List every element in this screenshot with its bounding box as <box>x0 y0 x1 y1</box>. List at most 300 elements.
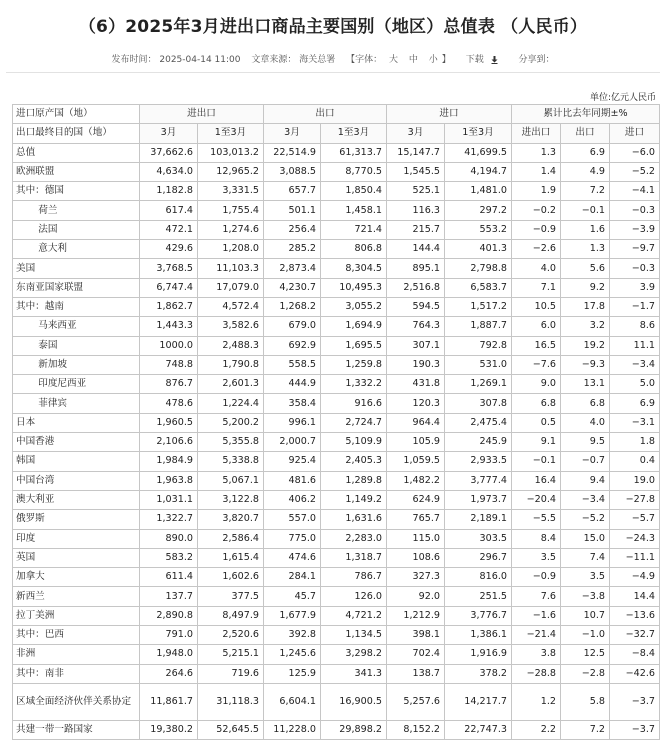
table-cell: 748.8 <box>140 355 198 374</box>
table-cell: 916.6 <box>321 394 387 413</box>
table-cell: 3.2 <box>561 317 610 336</box>
table-cell: 895.1 <box>387 259 445 278</box>
table-cell: 125.9 <box>264 664 321 683</box>
country-name: 加拿大 <box>13 568 140 587</box>
download-icon <box>491 56 498 64</box>
table-cell: 19.0 <box>610 471 660 490</box>
country-name: 其中：德国 <box>13 182 140 201</box>
table-cell: 3,820.7 <box>198 510 264 529</box>
table-cell: 377.5 <box>198 587 264 606</box>
table-cell: 1,790.8 <box>198 355 264 374</box>
table-cell: 92.0 <box>387 587 445 606</box>
table-cell: 594.5 <box>387 297 445 316</box>
table-cell: 1,695.5 <box>321 336 387 355</box>
table-cell: −6.0 <box>610 143 660 162</box>
table-cell: 8.4 <box>512 529 561 548</box>
export-ytd-header: 1至3月 <box>321 124 387 143</box>
table-cell: 8,770.5 <box>321 162 387 181</box>
country-name: 共建一带一路国家 <box>13 720 140 739</box>
country-name: 日本 <box>13 413 140 432</box>
country-name: 澳大利亚 <box>13 490 140 509</box>
table-cell: 297.2 <box>445 201 512 220</box>
table-cell: 1,862.7 <box>140 297 198 316</box>
table-cell: 890.0 <box>140 529 198 548</box>
table-cell: 1,482.2 <box>387 471 445 490</box>
table-cell: 9.4 <box>561 471 610 490</box>
table-cell: 14.4 <box>610 587 660 606</box>
table-cell: 3,331.5 <box>198 182 264 201</box>
table-cell: 115.0 <box>387 529 445 548</box>
corner-header-top: 进口原产国（地） <box>13 105 140 124</box>
table-cell: 15.0 <box>561 529 610 548</box>
yoy-header: 累计比去年同期±% <box>512 105 660 124</box>
table-cell: 3.5 <box>512 548 561 567</box>
table-cell: 7.4 <box>561 548 610 567</box>
table-cell: 2,488.3 <box>198 336 264 355</box>
table-cell: 1,212.9 <box>387 606 445 625</box>
table-cell: 6,747.4 <box>140 278 198 297</box>
table-cell: 303.5 <box>445 529 512 548</box>
country-name: 法国 <box>13 220 140 239</box>
table-cell: 13.1 <box>561 375 610 394</box>
table-cell: 583.2 <box>140 548 198 567</box>
table-cell: 1,322.7 <box>140 510 198 529</box>
table-row <box>13 606 660 625</box>
table-cell: 1,458.1 <box>321 201 387 220</box>
table-cell: 2,798.8 <box>445 259 512 278</box>
table-row <box>13 182 660 201</box>
table-cell: −3.9 <box>610 220 660 239</box>
table-cell: −1.0 <box>561 626 610 645</box>
country-name: 中国香港 <box>13 433 140 452</box>
table-cell: 1,602.6 <box>198 568 264 587</box>
article-source: 文章来源： 海关总署 <box>251 55 336 65</box>
table-cell: 1.9 <box>512 182 561 201</box>
table-cell: 996.1 <box>264 413 321 432</box>
table-cell: 401.3 <box>445 240 512 259</box>
table-cell: 925.4 <box>264 452 321 471</box>
table-cell: −11.1 <box>610 548 660 567</box>
unit-label: 单位:亿元人民币 <box>589 93 656 103</box>
page-title: （6）2025年3月进出口商品主要国别（地区）总值表 （人民币） <box>78 17 588 37</box>
table-cell: 3.8 <box>512 645 561 664</box>
table-cell: 5.6 <box>561 259 610 278</box>
table-cell: 5.8 <box>561 683 610 720</box>
table-cell: 3,088.5 <box>264 162 321 181</box>
table-cell: 964.4 <box>387 413 445 432</box>
table-row <box>13 220 660 239</box>
country-name: 区域全面经济伙伴关系协定 <box>13 683 140 720</box>
table-row <box>13 664 660 683</box>
table-cell: 4,572.4 <box>198 297 264 316</box>
table-cell: 1,517.2 <box>445 297 512 316</box>
font-size-close: 】 <box>441 55 451 65</box>
table-cell: 1,208.0 <box>198 240 264 259</box>
font-medium-button[interactable]: 中 <box>408 55 418 65</box>
table-cell: −0.2 <box>512 201 561 220</box>
table-cell: 3,768.5 <box>140 259 198 278</box>
font-size-label: 【字体： <box>346 55 383 65</box>
table-cell: 8.6 <box>610 317 660 336</box>
table-cell: −9.7 <box>610 240 660 259</box>
table-cell: 3,582.6 <box>198 317 264 336</box>
table-cell: 6,604.1 <box>264 683 321 720</box>
header-row-2 <box>13 124 660 143</box>
table-cell: 16.5 <box>512 336 561 355</box>
table-cell: 1,289.8 <box>321 471 387 490</box>
table-row <box>13 529 660 548</box>
table-row <box>13 143 660 162</box>
table-cell: 481.6 <box>264 471 321 490</box>
table-cell: 1,268.2 <box>264 297 321 316</box>
table-cell: 12,965.2 <box>198 162 264 181</box>
table-cell: 6.9 <box>561 143 610 162</box>
table-cell: 264.6 <box>140 664 198 683</box>
table-cell: 144.4 <box>387 240 445 259</box>
table-cell: 1,245.6 <box>264 645 321 664</box>
table-cell: 138.7 <box>387 664 445 683</box>
table-cell: 9.5 <box>561 433 610 452</box>
table-cell: 2,601.3 <box>198 375 264 394</box>
table-cell: 10.5 <box>512 297 561 316</box>
table-cell: 431.8 <box>387 375 445 394</box>
table-cell: 4,194.7 <box>445 162 512 181</box>
table-cell: −5.2 <box>561 510 610 529</box>
table-cell: −32.7 <box>610 626 660 645</box>
table-cell: 531.0 <box>445 355 512 374</box>
table-cell: 12.5 <box>561 645 610 664</box>
table-cell: 4,721.2 <box>321 606 387 625</box>
table-cell: 1,031.1 <box>140 490 198 509</box>
table-cell: 2,405.3 <box>321 452 387 471</box>
table-cell: 17.8 <box>561 297 610 316</box>
table-cell: 2,000.7 <box>264 433 321 452</box>
table-cell: 341.3 <box>321 664 387 683</box>
article-meta <box>0 52 666 65</box>
table-cell: 41,699.5 <box>445 143 512 162</box>
table-cell: 2,890.8 <box>140 606 198 625</box>
table-cell: 16.4 <box>512 471 561 490</box>
table-cell: 45.7 <box>264 587 321 606</box>
table-cell: 624.9 <box>387 490 445 509</box>
country-name: 意大利 <box>13 240 140 259</box>
table-row <box>13 720 660 739</box>
table-cell: −7.6 <box>512 355 561 374</box>
table-cell: 2,283.0 <box>321 529 387 548</box>
table-cell: 1,318.7 <box>321 548 387 567</box>
table-cell: 1,850.4 <box>321 182 387 201</box>
table-row <box>13 568 660 587</box>
table-cell: 702.4 <box>387 645 445 664</box>
table-cell: 398.1 <box>387 626 445 645</box>
table-row <box>13 548 660 567</box>
import-month-header: 3月 <box>387 124 445 143</box>
country-name: 韩国 <box>13 452 140 471</box>
yoy-import-header: 进口 <box>610 124 660 143</box>
table-row <box>13 297 660 316</box>
table-cell: 307.1 <box>387 336 445 355</box>
table-cell: 1,631.6 <box>321 510 387 529</box>
table-cell: 1,984.9 <box>140 452 198 471</box>
table-cell: 472.1 <box>140 220 198 239</box>
table-cell: 2,724.7 <box>321 413 387 432</box>
table-cell: 8,497.9 <box>198 606 264 625</box>
table-cell: −0.1 <box>512 452 561 471</box>
table-cell: 1,332.2 <box>321 375 387 394</box>
country-name: 英国 <box>13 548 140 567</box>
table-cell: 3,055.2 <box>321 297 387 316</box>
table-cell: 1,694.9 <box>321 317 387 336</box>
table-cell: 1.2 <box>512 683 561 720</box>
table-cell: 6.9 <box>610 394 660 413</box>
table-cell: 2.2 <box>512 720 561 739</box>
table-cell: 392.8 <box>264 626 321 645</box>
table-cell: −24.3 <box>610 529 660 548</box>
table-cell: −3.8 <box>561 587 610 606</box>
table-cell: 791.0 <box>140 626 198 645</box>
table-cell: −28.8 <box>512 664 561 683</box>
table-cell: 2,516.8 <box>387 278 445 297</box>
table-cell: −0.9 <box>512 568 561 587</box>
header-row-1 <box>13 105 660 124</box>
table-cell: 1,149.2 <box>321 490 387 509</box>
country-name: 印度尼西亚 <box>13 375 140 394</box>
table-cell: −5.7 <box>610 510 660 529</box>
table-row <box>13 683 660 720</box>
table-cell: 14,217.7 <box>445 683 512 720</box>
import-ytd-header: 1至3月 <box>445 124 512 143</box>
table-cell: 611.4 <box>140 568 198 587</box>
font-large-button[interactable]: 大 <box>389 55 399 65</box>
table-cell: 1000.0 <box>140 336 198 355</box>
table-cell: 2,586.4 <box>198 529 264 548</box>
table-cell: 2,933.5 <box>445 452 512 471</box>
table-cell: 1,963.8 <box>140 471 198 490</box>
download-label: 下载 <box>465 55 484 65</box>
country-name: 菲律宾 <box>13 394 140 413</box>
yoy-export-header: 出口 <box>561 124 610 143</box>
table-cell: 501.1 <box>264 201 321 220</box>
country-name: 美国 <box>13 259 140 278</box>
table-cell: 9.1 <box>512 433 561 452</box>
export-month-header: 3月 <box>264 124 321 143</box>
export-header: 出口 <box>264 105 387 124</box>
table-cell: 617.4 <box>140 201 198 220</box>
table-row <box>13 510 660 529</box>
table-cell: 0.4 <box>610 452 660 471</box>
table-cell: 108.6 <box>387 548 445 567</box>
font-size-control <box>346 55 454 65</box>
table-cell: 444.9 <box>264 375 321 394</box>
country-name: 泰国 <box>13 336 140 355</box>
table-cell: 3,122.8 <box>198 490 264 509</box>
table-cell: 1,948.0 <box>140 645 198 664</box>
table-cell: 775.0 <box>264 529 321 548</box>
table-row <box>13 587 660 606</box>
table-cell: 7.2 <box>561 182 610 201</box>
table-cell: −21.4 <box>512 626 561 645</box>
table-cell: 4.0 <box>512 259 561 278</box>
table-cell: −27.8 <box>610 490 660 509</box>
table-cell: −0.3 <box>610 259 660 278</box>
table-cell: −20.4 <box>512 490 561 509</box>
table-cell: 792.8 <box>445 336 512 355</box>
table-cell: 10,495.3 <box>321 278 387 297</box>
table-cell: 1,960.5 <box>140 413 198 432</box>
table-cell: 721.4 <box>321 220 387 239</box>
table-row <box>13 240 660 259</box>
table-cell: 284.1 <box>264 568 321 587</box>
country-name: 新西兰 <box>13 587 140 606</box>
table-cell: −3.7 <box>610 683 660 720</box>
table-cell: 1.4 <box>512 162 561 181</box>
table-row <box>13 375 660 394</box>
table-cell: 9.0 <box>512 375 561 394</box>
table-row <box>13 162 660 181</box>
total-ytd-header: 1至3月 <box>198 124 264 143</box>
font-small-button[interactable]: 小 <box>428 55 438 65</box>
download-button[interactable] <box>462 55 501 65</box>
table-row <box>13 452 660 471</box>
table-cell: 1,481.0 <box>445 182 512 201</box>
table-cell: 7.6 <box>512 587 561 606</box>
table-cell: 1,443.3 <box>140 317 198 336</box>
table-cell: 29,898.2 <box>321 720 387 739</box>
table-cell: −8.4 <box>610 645 660 664</box>
table-row <box>13 259 660 278</box>
table-cell: 5,355.8 <box>198 433 264 452</box>
table-cell: 1,259.8 <box>321 355 387 374</box>
table-cell: 103,013.2 <box>198 143 264 162</box>
table-cell: 19,380.2 <box>140 720 198 739</box>
table-row <box>13 201 660 220</box>
table-cell: −3.4 <box>561 490 610 509</box>
table-cell: 16,900.5 <box>321 683 387 720</box>
table-cell: 1,887.7 <box>445 317 512 336</box>
table-cell: 1,134.5 <box>321 626 387 645</box>
table-cell: 765.7 <box>387 510 445 529</box>
table-cell: 2,189.1 <box>445 510 512 529</box>
table-cell: 5,215.1 <box>198 645 264 664</box>
table-cell: 8,152.2 <box>387 720 445 739</box>
country-name: 俄罗斯 <box>13 510 140 529</box>
table-cell: 1,677.9 <box>264 606 321 625</box>
table-cell: 4.9 <box>561 162 610 181</box>
table-cell: 4,634.0 <box>140 162 198 181</box>
table-cell: 245.9 <box>445 433 512 452</box>
table-cell: 5.0 <box>610 375 660 394</box>
import-header: 进口 <box>387 105 512 124</box>
table-cell: 6,583.7 <box>445 278 512 297</box>
table-cell: 3.9 <box>610 278 660 297</box>
table-cell: 1,386.1 <box>445 626 512 645</box>
table-cell: 7.1 <box>512 278 561 297</box>
table-cell: 11,861.7 <box>140 683 198 720</box>
table-cell: 5,338.8 <box>198 452 264 471</box>
table-cell: 120.3 <box>387 394 445 413</box>
table-cell: −0.9 <box>512 220 561 239</box>
table-row <box>13 278 660 297</box>
table-cell: 105.9 <box>387 433 445 452</box>
table-cell: 1,224.4 <box>198 394 264 413</box>
country-name: 荷兰 <box>13 201 140 220</box>
table-cell: 2,106.6 <box>140 433 198 452</box>
table-cell: 22,747.3 <box>445 720 512 739</box>
country-name: 新加坡 <box>13 355 140 374</box>
table-row <box>13 433 660 452</box>
table-cell: 764.3 <box>387 317 445 336</box>
table-cell: 1,269.1 <box>445 375 512 394</box>
total-header: 进出口 <box>140 105 264 124</box>
table-cell: 2,475.4 <box>445 413 512 432</box>
table-cell: 251.5 <box>445 587 512 606</box>
table-cell: 190.3 <box>387 355 445 374</box>
table-cell: 692.9 <box>264 336 321 355</box>
table-cell: 296.7 <box>445 548 512 567</box>
table-cell: −3.4 <box>610 355 660 374</box>
table-cell: −3.1 <box>610 413 660 432</box>
table-cell: 3,298.2 <box>321 645 387 664</box>
table-cell: 525.1 <box>387 182 445 201</box>
table-cell: 5,109.9 <box>321 433 387 452</box>
publish-time: 发布时间： 2025-04-14 11:00 <box>111 55 241 65</box>
table-cell: 816.0 <box>445 568 512 587</box>
table-cell: 1,059.5 <box>387 452 445 471</box>
table-cell: 478.6 <box>140 394 198 413</box>
country-name: 中国台湾 <box>13 471 140 490</box>
table-cell: 327.3 <box>387 568 445 587</box>
table-cell: −5.5 <box>512 510 561 529</box>
table-cell: 876.7 <box>140 375 198 394</box>
table-cell: 116.3 <box>387 201 445 220</box>
table-cell: 31,118.3 <box>198 683 264 720</box>
table-cell: 557.0 <box>264 510 321 529</box>
table-cell: 7.2 <box>561 720 610 739</box>
table-row <box>13 355 660 374</box>
table-cell: 0.5 <box>512 413 561 432</box>
trade-table <box>12 104 660 740</box>
table-cell: −3.7 <box>610 720 660 739</box>
table-cell: 378.2 <box>445 664 512 683</box>
country-name: 其中：越南 <box>13 297 140 316</box>
table-cell: 1.6 <box>561 220 610 239</box>
table-cell: 719.6 <box>198 664 264 683</box>
country-name: 印度 <box>13 529 140 548</box>
table-cell: 4,230.7 <box>264 278 321 297</box>
share-label: 分享到： <box>518 55 555 65</box>
table-row <box>13 413 660 432</box>
table-cell: −1.6 <box>512 606 561 625</box>
table-cell: −9.3 <box>561 355 610 374</box>
table-cell: 5,200.2 <box>198 413 264 432</box>
table-cell: 1,916.9 <box>445 645 512 664</box>
table-cell: −1.7 <box>610 297 660 316</box>
table-row <box>13 336 660 355</box>
table-cell: 19.2 <box>561 336 610 355</box>
table-cell: 429.6 <box>140 240 198 259</box>
table-cell: 1,973.7 <box>445 490 512 509</box>
table-cell: 11,228.0 <box>264 720 321 739</box>
table-cell: 5,257.6 <box>387 683 445 720</box>
table-cell: −4.1 <box>610 182 660 201</box>
table-cell: −0.7 <box>561 452 610 471</box>
table-cell: 37,662.6 <box>140 143 198 162</box>
table-cell: 3,776.7 <box>445 606 512 625</box>
table-cell: 657.7 <box>264 182 321 201</box>
table-cell: 15,147.7 <box>387 143 445 162</box>
total-month-header: 3月 <box>140 124 198 143</box>
table-cell: 6.8 <box>561 394 610 413</box>
